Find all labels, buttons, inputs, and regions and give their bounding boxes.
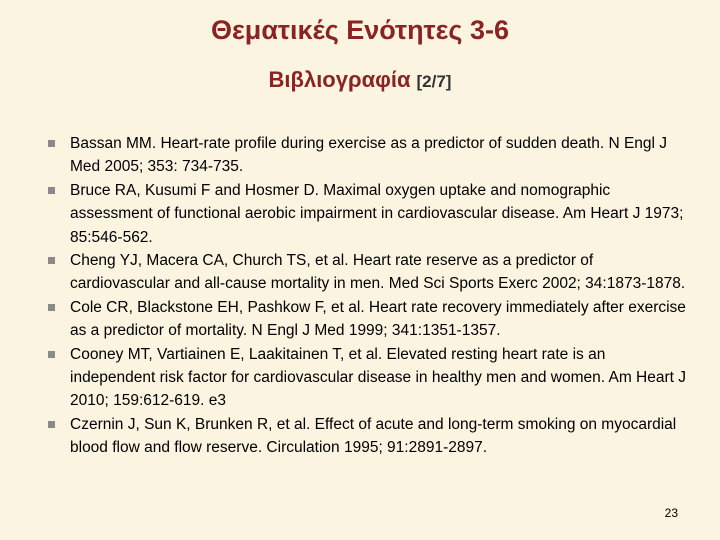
square-bullet-icon <box>48 257 55 264</box>
reference-text: Cheng YJ, Macera CA, Church TS, et al. Heart rate reserve as a predictor of cardiovascular and all-cause mortality in men. Med Sci Sports Exerc 2002; 34:1873-1878. <box>70 252 686 293</box>
reference-item <box>48 343 688 413</box>
reference-text: Czernin J, Sun K, Brunken R, et al. Effect of acute and long-term smoking on myocardial blood flow and flow reserve. Circulation 1995; 91:2891-2897. <box>70 415 677 457</box>
page-number: 23 <box>664 506 678 520</box>
slide-title: Θεματικές Ενότητες 3-6 <box>210 15 509 45</box>
square-bullet-icon <box>48 187 55 194</box>
reference-text: Bruce RA, Kusumi F and Hosmer D. Maximal oxygen uptake and nomographic assessment of functional aerobic impairment in cardiovascular disease. Am Heart J 1973; 85:546-562. <box>70 181 684 246</box>
reference-list <box>48 132 688 460</box>
reference-item <box>48 179 688 249</box>
square-bullet-icon <box>48 304 55 311</box>
square-bullet-icon <box>48 140 55 147</box>
reference-item <box>48 413 688 460</box>
slide-subtitle <box>0 64 720 98</box>
reference-text: Bassan MM. Heart-rate profile during exercise as a predictor of sudden death. N Engl J Med 2005; 353: 734-735. <box>70 135 668 176</box>
page-indicator: [2/7] <box>416 72 452 91</box>
reference-text: Cooney MT, Vartiainen E, Laakitainen T, et al. Elevated resting heart rate is an independent risk factor for cardiovascular disease in healthy men and women. Am Heart J 2010; 159:612-619. e3 <box>70 345 687 410</box>
reference-item <box>48 132 688 179</box>
subtitle-text: Βιβλιογραφία <box>268 67 411 92</box>
reference-item <box>48 249 688 296</box>
reference-item <box>48 296 688 343</box>
reference-text: Cole CR, Blackstone EH, Pashkow F, et al. Heart rate recovery immediately after exercise as a predictor of mortality. N Engl J Med 1999; 341:1351-1357. <box>70 298 686 340</box>
square-bullet-icon <box>48 421 55 428</box>
square-bullet-icon <box>48 351 55 358</box>
